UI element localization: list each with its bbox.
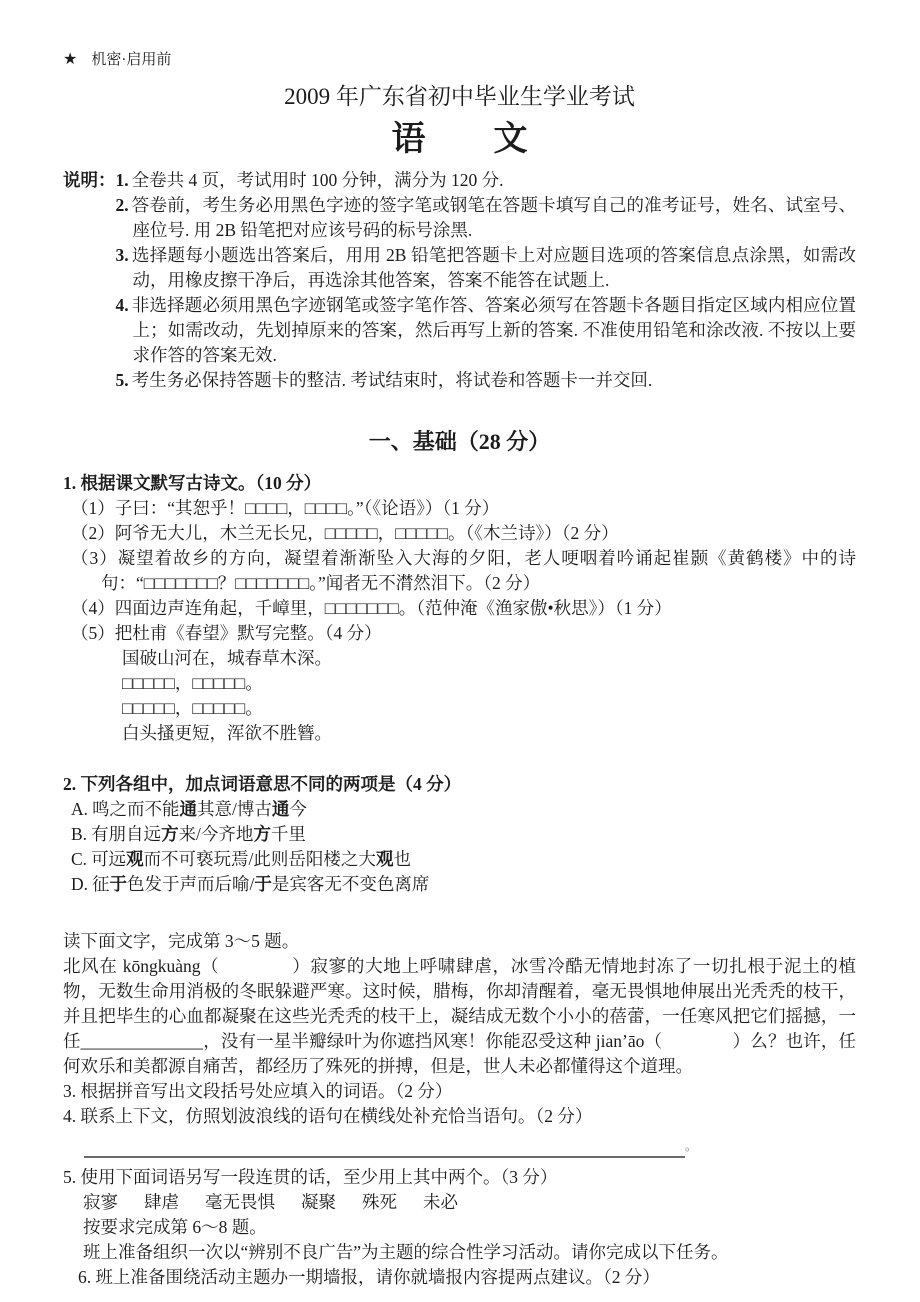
word-bank-item: 肆虐 (144, 1192, 179, 1212)
question-2-option-a (71, 797, 856, 822)
word-bank-item: 未必 (423, 1192, 458, 1212)
answer-period: 。 (685, 1139, 698, 1153)
instruction-text: 答卷前，考生务必用黑色字迹的签字笔或钢笔在答题卡填写自己的准考证号，姓名、试室号、座位号. 用 2B 铅笔把对应该号码的标号涂黑. (131, 195, 856, 240)
poem-line-4: 白头搔更短，浑欲不胜簪。 (122, 723, 332, 743)
instruction-text: 非选择题必须用黑色字迹钢笔或签字笔作答、答案必须写在答题卡各题目指定区域内相应位置上；如需改动，先划掉原来的答案，然后再写上新的答案. 不准使用铅笔和涂改液. 不按以上要求作答的答案无效. (131, 295, 856, 365)
question-1-part-5: （5）把杜甫《春望》默写完整。（4 分） (71, 623, 382, 643)
answer-rule (84, 1144, 685, 1158)
instruction-text: 考生务必保持答题卡的整洁. 考试结束时，将试卷和答题卡一并交回. (131, 370, 653, 390)
question-5-stem: 5. 使用下面词语另写一段连贯的话，至少用上其中两个。（3 分） (63, 1167, 558, 1187)
question-2-option-b (71, 822, 856, 847)
instructions-list (116, 168, 857, 393)
confidential-label: 机密·启用前 (91, 52, 172, 68)
question-5 (63, 1165, 856, 1215)
poem-line-3: □□□□□，□□□□□。 (122, 698, 263, 718)
instruction-number: 5. (115, 370, 129, 390)
instruction-item-4 (116, 293, 857, 368)
instructions-label: 说明： (63, 170, 116, 190)
question-1-part-3: （3）凝望着故乡的方向，凝望着渐渐坠入大海的夕阳，老人哽咽着吟诵起崔颢《黄鹤楼》中的诗句：“□□□□□□□？□□□□□□□。”闻者无不潸然泪下。（2 分） (71, 548, 856, 593)
question-1-part-1: （1）子曰：“其恕乎！□□□□，□□□□。”（《论语》）（1 分） (71, 498, 500, 518)
instruction-text: 全卷共 4 页，考试用时 100 分钟，满分为 120 分. (131, 170, 504, 190)
question-2-stem: 2. 下列各组中，加点词语意思不同的两项是（4 分） (63, 774, 462, 794)
question-6-stem: 6. 班上准备围绕活动主题办一期墙报，请你就墙报内容提两点建议。（2 分） (78, 1267, 660, 1287)
section-heading-basics: 一、基础（28 分） (368, 429, 551, 454)
option-text: 有朋自远方来/今齐地方千里 (91, 824, 306, 844)
instruction-item-3 (116, 243, 857, 293)
option-text: 鸣之而不能通其意/博古通今 (92, 799, 307, 819)
word-bank-item: 寂寥 (83, 1192, 118, 1212)
option-label: C. (71, 849, 88, 869)
question-1-part-4: （4）四面边声连角起，千嶂里，□□□□□□□。（范仲淹《渔家傲•秋思》）（1 分） (71, 598, 672, 618)
instruction-text: 选择题每小题选出答案后，用用 2B 铅笔把答题卡上对应题目选项的答案信息点涂黑，如需改动，用橡皮擦干净后，再选涂其他答案，答案不能答在试题上. (131, 245, 856, 290)
question-1-stem: 1. 根据课文默写古诗文。（10 分） (63, 473, 322, 493)
reading-passage-block (63, 929, 856, 1079)
word-bank-item: 凝聚 (301, 1192, 336, 1212)
word-bank-item: 殊死 (362, 1192, 397, 1212)
tasks-intro-1: 按要求完成第 6～8 题。 (83, 1217, 267, 1237)
question-4-stem: 4. 联系上下文，仿照划波浪线的语句在横线处补充恰当语句。（2 分） (63, 1106, 593, 1126)
tasks-intro-2: 班上准备组织一次以“辨别不良广告”为主题的综合性学习活动。请你完成以下任务。 (83, 1242, 729, 1262)
question-1-part-2: （2）阿爷无大儿，木兰无长兄，□□□□□，□□□□□。（《木兰诗》）（2 分） (71, 523, 619, 543)
instruction-item-1 (116, 168, 857, 193)
instruction-number: 4. (115, 295, 129, 315)
instruction-number: 2. (115, 195, 129, 215)
poem-line-1: 国破山河在，城春草木深。 (122, 648, 332, 668)
question-2 (63, 772, 856, 897)
passage-text: 北风在 kōngkuàng（ ）寂寥的大地上呼啸肆虐，冰雪冷酷无情地封冻了一切扎根于泥土的植物，无数生命用消极的冬眠躲避严寒。这时候，腊梅，你却清醒着，毫无畏惧地伸展出光秃秃的枝干，并且把毕生的心血都凝聚在这些光秃秃的枝干上，凝结成无数个小小的蓓蕾，一任寒风把它们摇撼，一任______________，没有一星半瓣绿叶为你遮挡风寒！你能忍受这种 jian’āo（ ）么？也许，任何欢乐和美都源自痛苦，都经历了殊死的拼搏，但是，世人未必都懂得这个道理。 (63, 956, 856, 1076)
option-text: 可远观而不可亵玩焉/此则岳阳楼之大观也 (91, 849, 411, 869)
passage-intro: 读下面文字，完成第 3～5 题。 (63, 931, 300, 951)
subject-title: 语 文 (391, 121, 528, 158)
instructions-block (63, 168, 856, 393)
question-2-option-d (71, 872, 856, 897)
option-label: A. (71, 799, 89, 819)
question-2-option-c (71, 847, 856, 872)
option-label: D. (71, 874, 89, 894)
question-1 (63, 471, 856, 746)
instruction-number: 3. (115, 245, 129, 265)
exam-title: 2009 年广东省初中毕业生学业考试 (284, 84, 635, 109)
question-3-stem: 3. 根据拼音写出文段括号处应填入的词语。（2 分） (63, 1081, 453, 1101)
question-5-word-bank (83, 1190, 856, 1215)
instruction-item-5 (116, 368, 857, 393)
star-icon: ★ (63, 51, 78, 68)
option-text: 征于色发于声而后喻/于是宾客无不变色离席 (92, 874, 430, 894)
instruction-item-2 (116, 193, 857, 243)
confidential-line (63, 50, 856, 70)
poem-line-2: □□□□□，□□□□□。 (122, 673, 263, 693)
answer-blank-line (63, 1135, 856, 1163)
option-label: B. (71, 824, 88, 844)
instruction-number: 1. (115, 170, 129, 190)
word-bank-item: 毫无畏惧 (205, 1192, 275, 1212)
